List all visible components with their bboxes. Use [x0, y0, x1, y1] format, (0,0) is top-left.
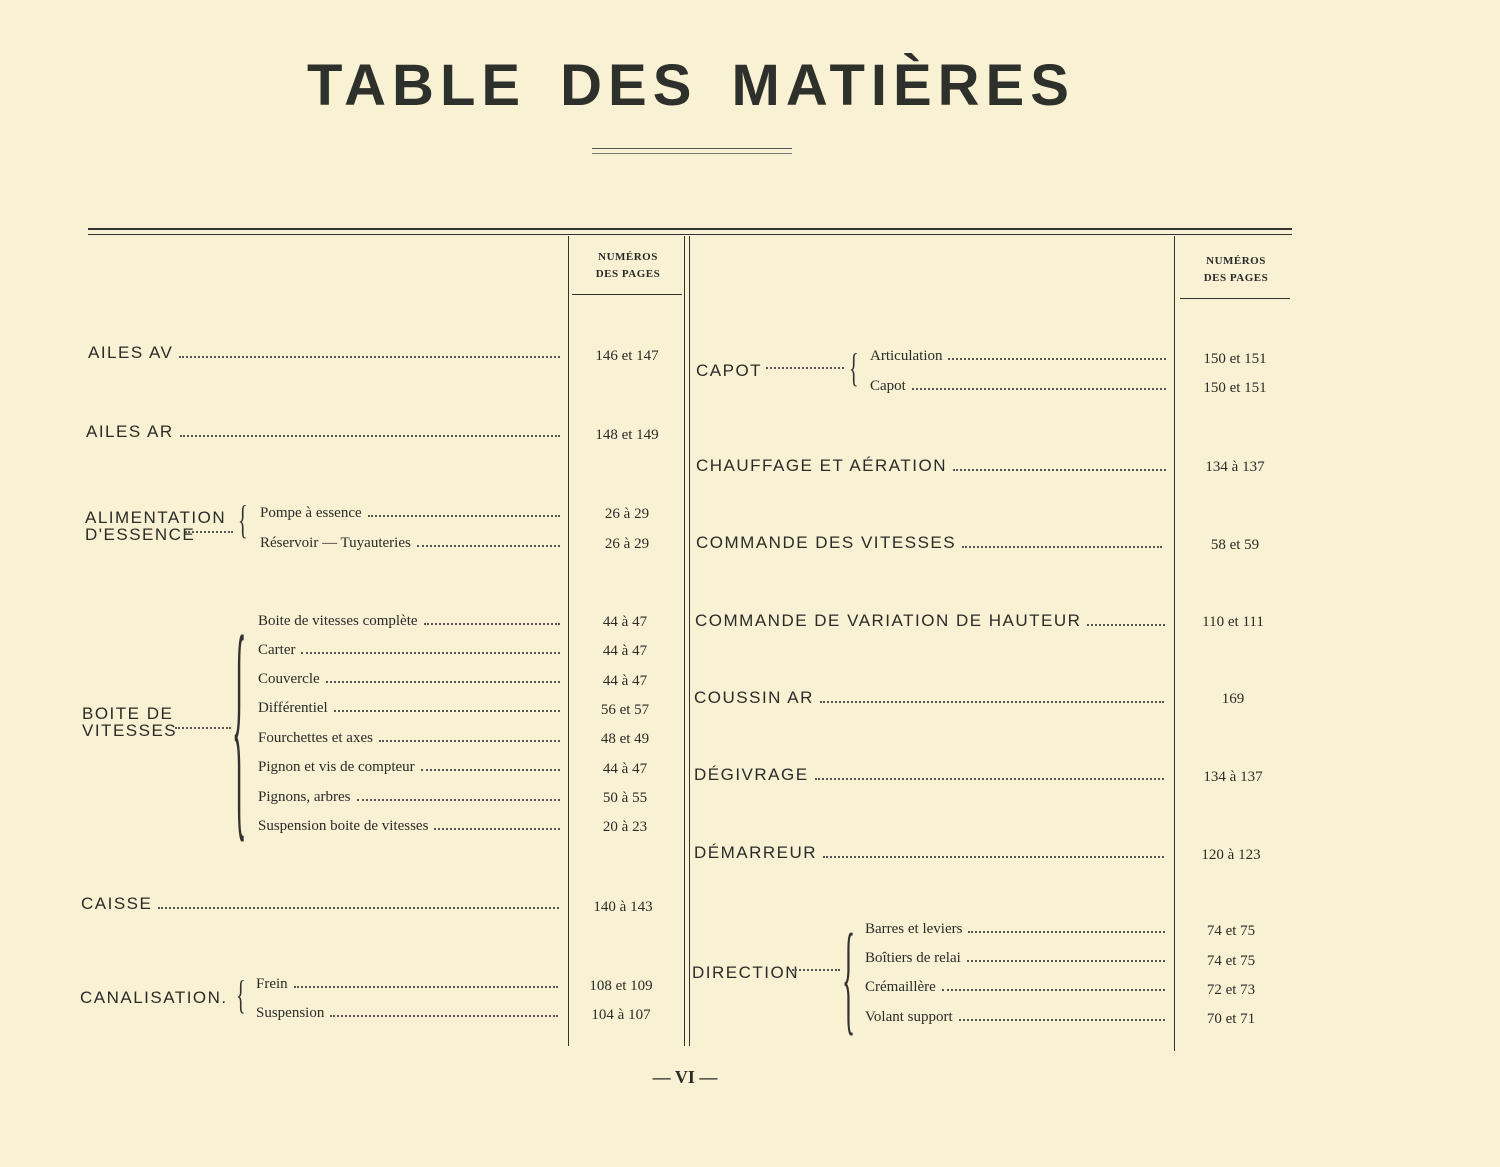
dot-leader: [175, 727, 231, 729]
page-number: 150 et 151: [1203, 380, 1267, 396]
column-divider: [1174, 236, 1175, 1051]
page-number: 134 à 137: [1203, 769, 1263, 785]
toc-subentry: [258, 614, 564, 629]
page-number: 26 à 29: [604, 536, 650, 552]
toc-subentry: [258, 731, 564, 746]
toc-subentry: [258, 701, 564, 716]
entry-label: BOITE DE: [82, 704, 174, 723]
subentry-label: Pignons, arbres: [258, 789, 351, 805]
table-top-rule: [88, 228, 1292, 230]
brace-icon: {: [238, 497, 248, 542]
toc-entry: [695, 612, 1169, 629]
page-number: 148 et 149: [595, 427, 659, 443]
subentry-label: Boite de vitesses complète: [258, 613, 418, 629]
dot-leader: [968, 931, 1165, 933]
subentry-label: Crémaillère: [865, 979, 936, 995]
page-number: 44 à 47: [602, 614, 648, 630]
entry-label: CAPOT: [696, 361, 763, 380]
page-number: 56 et 57: [600, 702, 650, 718]
dot-leader: [326, 681, 560, 683]
entry-label: DÉMARREUR: [694, 843, 818, 862]
header-line: DES PAGES: [595, 268, 661, 280]
subentry-label: Pignon et vis de compteur: [258, 759, 415, 775]
page-number: 140 à 143: [593, 899, 653, 915]
dot-leader: [179, 356, 560, 358]
toc-subentry: [258, 790, 564, 805]
page-footer: — VI —: [652, 1067, 718, 1087]
toc-subentry: [260, 506, 564, 521]
page-number: 48 et 49: [600, 731, 650, 747]
entry-label: COMMANDE DE VARIATION DE HAUTEUR: [695, 611, 1082, 630]
header-rule: [572, 294, 682, 295]
page-number: 58 et 59: [1210, 537, 1260, 553]
toc-subentry: [260, 536, 564, 551]
page-number: 150 et 151: [1203, 351, 1267, 367]
dot-leader: [158, 907, 559, 909]
page-number: 108 et 109: [589, 978, 653, 994]
entry-label: CANALISATION.: [80, 988, 228, 1007]
title-underline: [592, 148, 792, 149]
entry-label: AILES AV: [88, 343, 174, 362]
subentry-label: Barres et leviers: [865, 921, 963, 937]
subentry-label: Carter: [258, 642, 296, 658]
dot-leader: [434, 828, 560, 830]
dot-leader: [912, 388, 1166, 390]
toc-subentry: [256, 1006, 562, 1021]
page-number: 26 à 29: [604, 506, 650, 522]
dot-leader: [368, 515, 560, 517]
toc-entry: [696, 534, 1166, 551]
page-number: 72 et 73: [1206, 982, 1256, 998]
page-number: 50 à 55: [602, 790, 648, 806]
toc-entry: [694, 766, 1168, 783]
dot-leader: [334, 710, 560, 712]
brace-icon: {: [236, 972, 246, 1017]
entry-label: VITESSES: [82, 721, 178, 740]
subentry-label: Couvercle: [258, 671, 320, 687]
brace-icon: {: [842, 909, 856, 1046]
dot-leader: [421, 769, 560, 771]
subentry-label: Capot: [870, 378, 906, 394]
dot-leader: [379, 740, 560, 742]
brace-icon: {: [849, 345, 859, 390]
dot-leader: [185, 531, 233, 533]
header-line: NUMÉROS: [1206, 255, 1266, 267]
dot-leader: [417, 545, 560, 547]
page-number: 120 à 123: [1201, 847, 1261, 863]
subentry-label: Boîtiers de relai: [865, 950, 961, 966]
dot-leader: [301, 652, 560, 654]
column-divider: [684, 236, 685, 1046]
toc-subentry: [870, 379, 1170, 394]
page-number: 74 et 75: [1206, 923, 1256, 939]
subentry-label: Différentiel: [258, 700, 328, 716]
dot-leader: [792, 969, 840, 971]
dot-leader: [823, 856, 1164, 858]
dot-leader: [815, 778, 1164, 780]
page-number: 74 et 75: [1206, 953, 1256, 969]
column-divider: [689, 236, 690, 1046]
subentry-label: Suspension: [256, 1005, 325, 1021]
page-number: 104 à 107: [591, 1007, 651, 1023]
entry-label: AILES AR: [86, 422, 174, 441]
entry-label: COMMANDE DES VITESSES: [696, 533, 957, 552]
subentry-label: Fourchettes et axes: [258, 730, 373, 746]
subentry-label: Suspension boite de vitesses: [258, 818, 429, 834]
table-top-rule: [88, 234, 1292, 235]
entry-label: DÉGIVRAGE: [694, 765, 809, 784]
entry-label: DIRECTION: [692, 963, 799, 982]
toc-entry: [81, 895, 563, 912]
entry-label: CHAUFFAGE ET AÉRATION: [696, 456, 947, 475]
toc-entry: [88, 344, 564, 361]
entry-label: COUSSIN AR: [694, 688, 814, 707]
toc-subentry: [870, 349, 1170, 364]
toc-entry: [86, 423, 564, 440]
dot-leader: [294, 986, 558, 988]
toc-subentry: [258, 760, 564, 775]
page-number: 44 à 47: [602, 673, 648, 689]
page-number: 70 et 71: [1206, 1011, 1256, 1027]
dot-leader: [948, 358, 1166, 360]
header-line: DES PAGES: [1203, 272, 1269, 284]
header-line: NUMÉROS: [598, 251, 658, 263]
entry-label: CAISSE: [81, 894, 153, 913]
page-number: 110 et 111: [1202, 614, 1264, 630]
toc-entry: [694, 844, 1168, 861]
page-number: 44 à 47: [602, 643, 648, 659]
page-numbers-header-right: [1180, 253, 1292, 287]
brace-icon: {: [232, 586, 247, 863]
column-divider: [568, 236, 569, 1046]
dot-leader: [959, 1019, 1165, 1021]
page-numbers-header-left: [572, 249, 684, 283]
subentry-label: Réservoir — Tuyauteries: [260, 535, 411, 551]
toc-subentry: [865, 1010, 1169, 1025]
dot-leader: [357, 799, 561, 801]
page-number: 134 à 137: [1205, 459, 1265, 475]
toc-subentry: [258, 819, 564, 834]
page-number: 169: [1221, 691, 1245, 707]
dot-leader: [424, 623, 560, 625]
toc-subentry: [865, 951, 1169, 966]
dot-leader: [330, 1015, 558, 1017]
dot-leader: [962, 546, 1162, 548]
page-number: 20 à 23: [602, 819, 648, 835]
toc-entry: [696, 457, 1170, 474]
entry-label: ALIMENTATION: [85, 508, 227, 527]
subentry-label: Volant support: [865, 1009, 953, 1025]
toc-subentry: [258, 643, 564, 658]
dot-leader: [180, 435, 560, 437]
toc-subentry: [258, 672, 564, 687]
subentry-label: Pompe à essence: [260, 505, 362, 521]
title-underline: [592, 153, 792, 154]
subentry-label: Frein: [256, 976, 288, 992]
dot-leader: [953, 469, 1166, 471]
dot-leader: [942, 989, 1165, 991]
dot-leader: [820, 701, 1164, 703]
subentry-label: Articulation: [870, 348, 943, 364]
page-number: 44 à 47: [602, 761, 648, 777]
entry-label: D'ESSENCE: [85, 525, 196, 544]
dot-leader: [766, 367, 844, 369]
dot-leader: [1087, 624, 1165, 626]
toc-entry: [694, 689, 1168, 706]
header-rule: [1180, 298, 1290, 299]
toc-subentry: [256, 977, 562, 992]
toc-subentry: [865, 980, 1169, 995]
dot-leader: [967, 960, 1165, 962]
page-number: 146 et 147: [595, 348, 659, 364]
toc-subentry: [865, 922, 1169, 937]
page-title: TABLE DES MATIÈRES: [307, 53, 1075, 118]
